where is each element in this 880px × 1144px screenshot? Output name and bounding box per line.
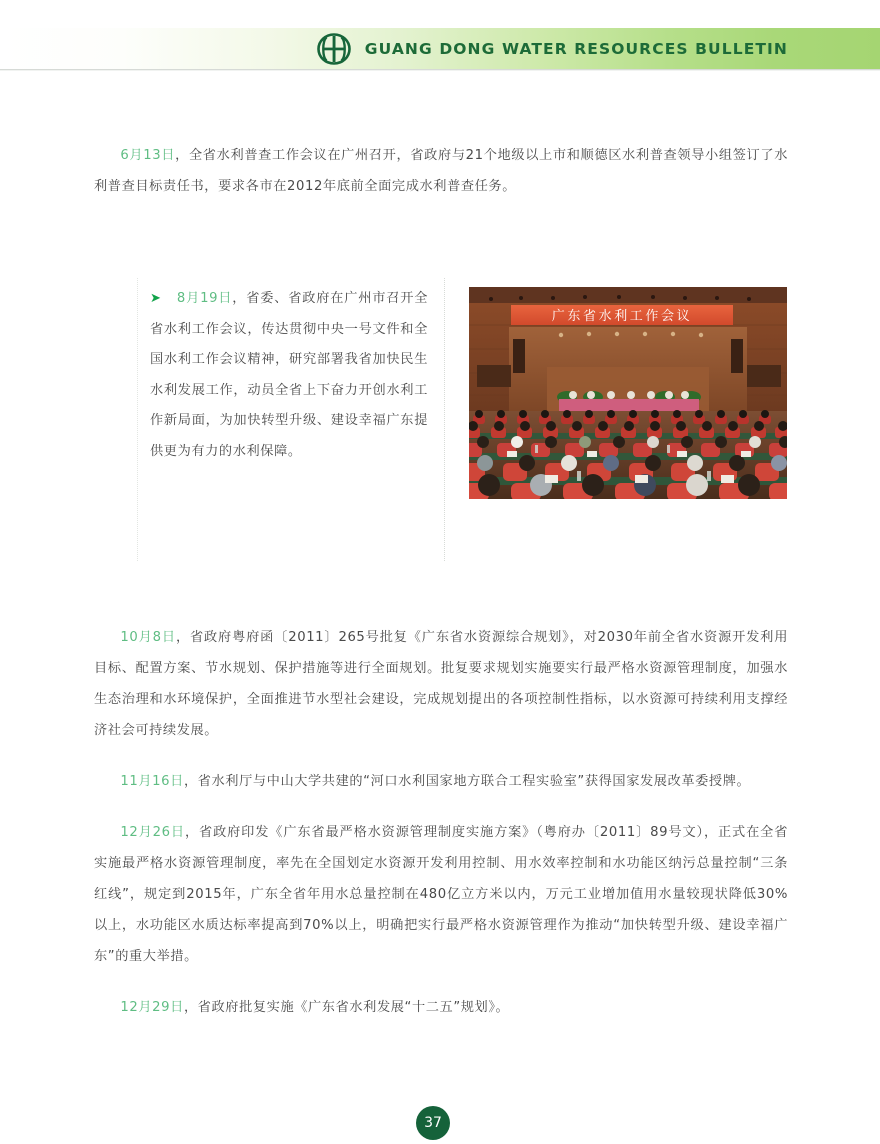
- page-number-badge: 37: [416, 1106, 450, 1140]
- date-label: 12月29日: [120, 1000, 184, 1015]
- quote-body-text: ，省委、省政府在广州市召开全省水利工作会议，传达贯彻中央一号文件和全国水利工作会议精神，研究部署我省加快民生水利发展工作，动员全省上下奋力开创水利工作新局面，为加快转型升级、建设幸福广东提供更为有力的水利保障。: [150, 291, 428, 459]
- page-header-band: [0, 28, 880, 69]
- paragraph-text: ，省政府印发《广东省最严格水资源管理制度实施方案》（粤府办〔2011〕89号文），正式在全省实施最严格水资源管理制度，率先在全国划定水资源开发利用控制、用水效率控制和水功能区纳污总量控制“三条红线”，规定到2015年，广东全省年用水总量控制在480亿立方米以内，万元工业增加值用水量较现状降低30%以上，水功能区水质达标率提高到70%以上，明确把实行最严格水资源管理作为推动“加快转型升级、建设幸福广东”的重大举措。: [94, 825, 788, 964]
- quote-paragraph: [150, 284, 428, 467]
- photo-illustration: [469, 287, 787, 499]
- highlighted-quote-box: [137, 278, 445, 561]
- header-title: GUANG DONG WATER RESOURCES BULLETIN: [364, 39, 788, 58]
- date-label: 12月26日: [120, 825, 185, 840]
- paragraph-october-8: [94, 622, 788, 746]
- paragraph-december-29: [94, 992, 788, 1023]
- quote-date-label: 8月19日: [176, 291, 233, 306]
- date-label: 11月16日: [120, 774, 184, 789]
- article-body: [94, 140, 788, 1043]
- date-label: 6月13日: [120, 148, 176, 163]
- header-brand-group: [317, 33, 788, 65]
- conference-hall-photo: [469, 287, 787, 499]
- right-arrow-icon: ➤: [150, 291, 161, 306]
- header-divider-rule: [0, 69, 880, 71]
- paragraph-december-26: [94, 817, 788, 972]
- paragraph-june-13: [94, 140, 788, 202]
- banner-caption-text: 广东省水利工作会议: [551, 309, 693, 324]
- paragraph-text: ，省政府粤府函〔2011〕265号批复《广东省水资源综合规划》，对2030年前全省水资源开发利用目标、配置方案、节水规划、保护措施等进行全面规划。批复要求规划实施要实行最严格水资源管理制度，加强水生态治理和水环境保护，全面推进节水型社会建设，完成规划提出的各项控制性指标，以水资源可持续利用支撑经济社会可持续发展。: [94, 630, 789, 738]
- paragraph-text: ，省水利厅与中山大学共建的“河口水利国家地方联合工程实验室”获得国家发展改革委授牌。: [183, 774, 751, 789]
- guangdong-water-oval-logo-icon: [317, 33, 351, 65]
- paragraph-text: ，全省水利普查工作会议在广州召开，省政府与21个地级以上市和顺德区水利普查领导小组签订了水利普查目标责任书，要求各市在2012年底前全面完成水利普查任务。: [94, 148, 789, 194]
- paragraph-text: ，省政府批复实施《广东省水利发展“十二五”规划》。: [183, 1000, 510, 1015]
- date-label: 10月8日: [120, 630, 176, 645]
- paragraph-november-16: [94, 766, 788, 797]
